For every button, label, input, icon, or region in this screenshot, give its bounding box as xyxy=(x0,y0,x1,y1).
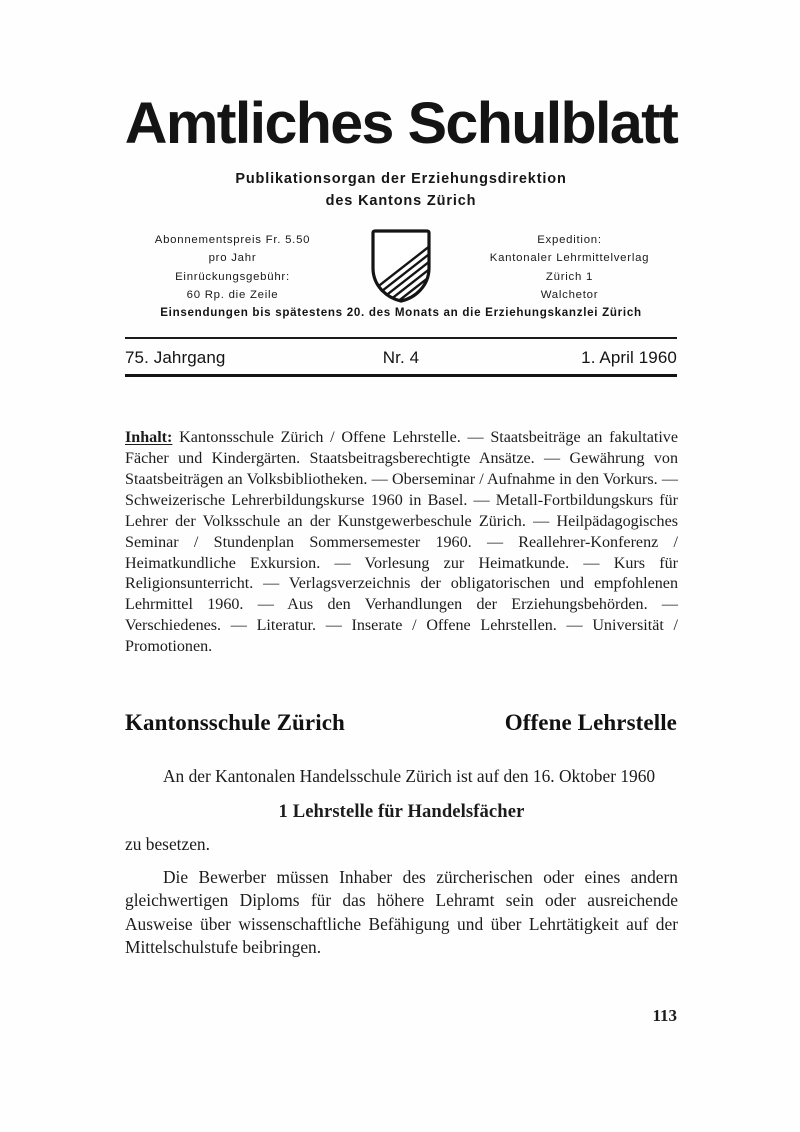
subscription-price: Abonnementspreis Fr. 5.50 xyxy=(154,234,311,246)
issue-number: Nr. 4 xyxy=(382,348,420,367)
issue-rule-bottom xyxy=(125,374,677,377)
subtitle-line-1: Publikationsorgan der Erziehungsdirektion xyxy=(235,171,567,187)
article-paragraph-3: Die Bewerber müssen Inhaber des zürcherischen oder eines andern gleichwertigen Diploms für das höhere Lehramt sein oder ausreichende Ausweise über wissenschaftliche Befähigung und über Lehrtätigkeit auf der Mittelschulstufe beibringen. xyxy=(125,866,678,958)
article-heading-row xyxy=(125,710,677,736)
subtitle-line-2: des Kantons Zürich xyxy=(325,193,477,210)
publication-subtitle xyxy=(125,168,677,213)
subscription-period: pro Jahr xyxy=(208,252,257,265)
article-sub-heading: 1 Lehrstelle für Handelsfächer xyxy=(278,801,525,823)
subscription-info xyxy=(125,228,340,305)
expedition-label: Expedition: xyxy=(537,234,602,246)
expedition-publisher: Kantonaler Lehrmittelverlag xyxy=(489,252,650,265)
article-heading-right: Offene Lehrstelle xyxy=(504,710,677,735)
masthead-info-row xyxy=(125,228,677,305)
submission-notice: Einsendungen bis spätestens 20. des Monats an die Erziehungskanzlei Zürich xyxy=(160,306,642,319)
article-heading-left: Kantonsschule Zürich xyxy=(125,710,345,735)
issue-rule-top xyxy=(125,337,677,339)
expedition-info xyxy=(462,228,677,305)
article-paragraph-1: An der Kantonalen Handelsschule Zürich ist auf den 16. Oktober 1960 xyxy=(163,766,656,786)
article-paragraph-2: zu besetzen. xyxy=(125,834,210,855)
page-number: 113 xyxy=(652,1006,677,1025)
publication-title: Amtliches Schulblatt xyxy=(124,91,678,156)
issue-volume: 75. Jahrgang xyxy=(125,348,226,367)
issue-info-bar xyxy=(125,343,677,373)
insertion-fee-value: 60 Rp. die Zeile xyxy=(186,289,279,302)
contents-text: Kantonsschule Zürich / Offene Lehrstelle. — Staatsbeiträge an fakultative Fächer und Kindergärten. Staatsbeitragsberechtigte Ansätze. — Gewährung von Staatsbeiträgen an Volksbibliotheken. — Oberseminar / Aufnahme in den Vorkurs. — Schweizerische Lehrerbildungskurse 1960 in Basel. — Metall-Fortbildungskurs für Lehrer der Volksschule an der Kunstgewerbeschule Zürich. — Heilpädagogisches Seminar / Stundenplan Sommersemester 1960. — Reallehrer-Konferenz / Heimatkundliche Exkursion. — Vorlesung zur Heimatkunde. — Kurs für Religionsunterricht. — Verlagsverzeichnis der obligatorischen und empfohlenen Lehrmittel 1960. — Aus den Verhandlungen der Erziehungsbehörden. — Verschiedenes. — Literatur. — Inserate / Offene Lehrstellen. — Universität / Promotionen. xyxy=(125,429,678,656)
zurich-shield-icon xyxy=(369,228,433,304)
issue-date: 1. April 1960 xyxy=(581,348,677,367)
expedition-city: Zürich 1 xyxy=(545,270,594,283)
insertion-fee-label: Einrückungsgebühr: xyxy=(175,270,290,283)
coat-of-arms-container xyxy=(361,228,441,304)
contents-label: Inhalt: xyxy=(125,429,173,446)
expedition-address: Walchetor xyxy=(540,289,599,302)
table-of-contents xyxy=(125,428,678,658)
article-body xyxy=(125,765,678,959)
masthead xyxy=(124,91,678,156)
